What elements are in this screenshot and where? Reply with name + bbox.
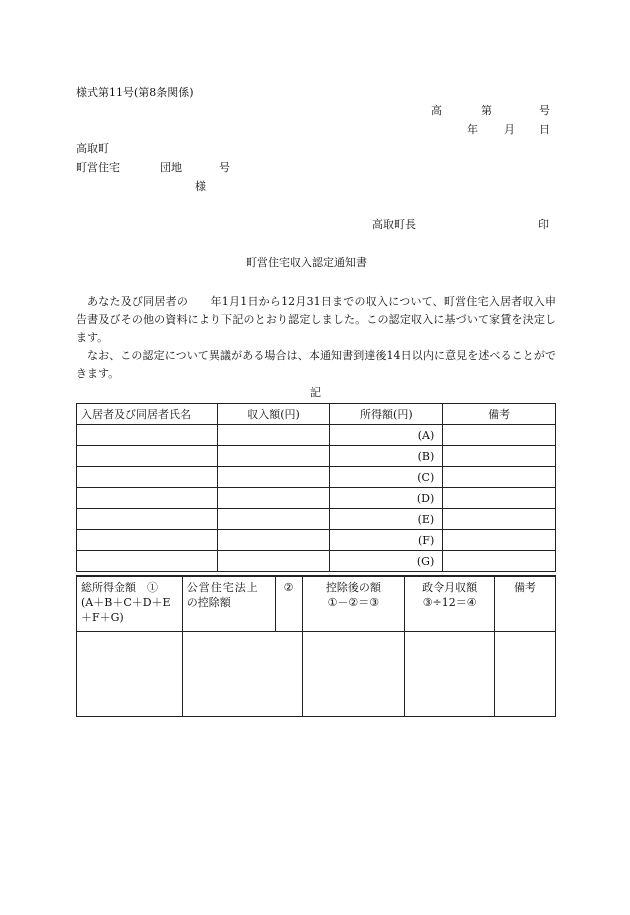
header-circle-2: ② (275, 576, 302, 632)
income-table-header (77, 404, 556, 425)
body-paragraph-2: なお、この認定について異議がある場合は、本通知書到達後14日以内に意見を述べることができます。 (76, 349, 556, 380)
table-row (77, 425, 556, 446)
date-month: 月 (504, 123, 515, 136)
header-remarks-2: 備考 (495, 576, 556, 632)
header-remarks: 備考 (443, 404, 556, 425)
table-row (77, 467, 556, 488)
addressee-town: 高取町 (76, 142, 109, 155)
table-row (77, 632, 556, 717)
row-label-c: (C) (330, 467, 443, 488)
number-prefix: 高 (431, 104, 442, 117)
number-suffix: 号 (539, 104, 550, 117)
form-label: 様式第11号(第8条関係) (76, 86, 194, 99)
addressee-number: 号 (219, 161, 230, 174)
header-income: 収入額(円) (217, 404, 330, 425)
ki-label: 記 (310, 386, 321, 399)
table-row (77, 530, 556, 551)
header-name: 入居者及び同居者氏名 (77, 404, 218, 425)
issuer-title: 高取町長 (372, 218, 416, 231)
header-monthly-income: 政令月収額 ③÷12＝④ (405, 576, 495, 632)
row-label-g: (G) (330, 551, 443, 572)
table-row (77, 509, 556, 530)
row-label-e: (E) (330, 509, 443, 530)
addressee-estate: 団地 (160, 161, 182, 174)
row-label-d: (D) (330, 488, 443, 509)
addressee-housing: 町営住宅 (76, 161, 120, 174)
addressee-honorific: 様 (195, 180, 206, 193)
doc-title: 町営住宅収入認定通知書 (246, 256, 367, 269)
header-earnings: 所得額(円) (330, 404, 443, 425)
body-paragraph-1: あなた及び同居者の 年1月1日から12月31日までの収入について、町営住宅入居者収入申告書及びその他の資料により下記のとおり認定しました。この認定収入に基づいて家賃を決定します。 (76, 295, 556, 344)
row-label-a: (A) (330, 425, 443, 446)
number-mid: 第 (481, 104, 492, 117)
date-day: 日 (539, 123, 550, 136)
issuer-seal: 印 (538, 218, 549, 231)
header-total-income: 総所得金額 ① (A＋B＋C＋D＋E ＋F＋G) (77, 576, 183, 632)
table-row (77, 446, 556, 467)
header-deduction: 公営住宅法上 の控除額 (182, 576, 275, 632)
header-after-deduction: 控除後の額 ①－②＝③ (302, 576, 405, 632)
table-row (77, 488, 556, 509)
calculation-table (76, 575, 556, 717)
date-year: 年 (467, 123, 478, 136)
income-table (76, 403, 556, 572)
row-label-b: (B) (330, 446, 443, 467)
table-row (77, 551, 556, 572)
row-label-f: (F) (330, 530, 443, 551)
calculation-table-header (77, 576, 556, 632)
